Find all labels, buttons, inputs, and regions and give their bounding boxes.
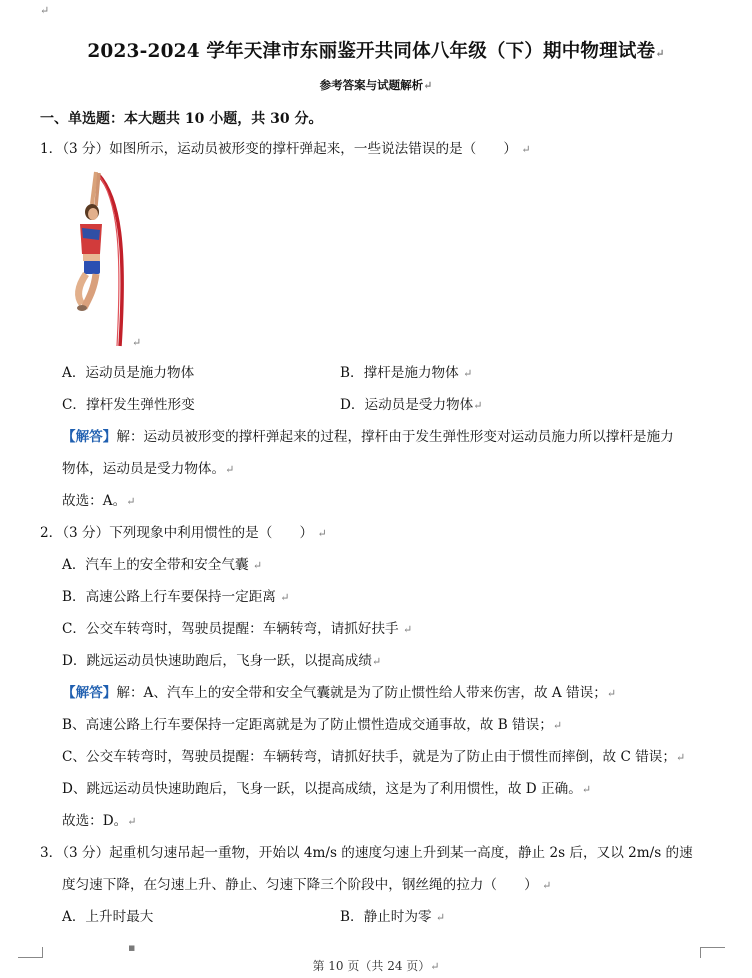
page-footer: 第 10 页（共 24 页）↵ (312, 959, 440, 973)
question-1-choice: 故选：A。↵ (62, 493, 136, 509)
question-2-option-a: A．汽车上的安全带和安全气囊 ↵ (62, 557, 263, 573)
question-3-option-a: A．上升时最大 (62, 909, 154, 925)
question-3-stem-line1: 3．（3 分）起重机匀速吊起一重物，开始以 4m/s 的速度匀速上升到某一高度，静止 2s 后，又以 2m/s 的速 (40, 845, 693, 861)
paragraph-mark: ▪ (128, 941, 136, 954)
question-2-option-c: C．公交车转弯时，驾驶员提醒：车辆转弯，请抓好扶手 ↵ (62, 621, 413, 637)
page-title: 2023-2024 学年天津市东丽鉴开共同体八年级（下）期中物理试卷↵ (87, 41, 665, 62)
question-3-stem-line2: 度匀速下降，在匀速上升、静止、匀速下降三个阶段中，钢丝绳的拉力（ ） ↵ (62, 877, 552, 893)
question-2-answer-line1: 【解答】解：A、汽车上的安全带和安全气囊就是为了防止惯性给人带来伤害，故 A 错误；↵ (62, 685, 617, 701)
question-2-answer-line3: C、公交车转弯时，驾驶员提醒：车辆转弯，请抓好扶手，就是为了防止由于惯性而摔倒，故 C 错误；↵ (62, 749, 686, 765)
page-subtitle: 参考答案与试题解析↵ (319, 78, 433, 92)
question-1-answer-line2: 物体，运动员是受力物体。↵ (62, 461, 235, 477)
question-2-choice: 故选：D。↵ (62, 813, 137, 829)
question-3-option-b: B．静止时为零 ↵ (340, 909, 446, 925)
section-heading: 一、单选题：本大题共 10 小题，共 30 分。 (40, 111, 323, 127)
question-2-option-d: D．跳远运动员快速助跑后，飞身一跃，以提高成绩↵ (62, 653, 382, 669)
question-1-option-a: A．运动员是施力物体 (62, 365, 195, 381)
question-1-option-b: B．撑杆是施力物体 ↵ (340, 365, 473, 381)
question-2-option-b: B．高速公路上行车要保持一定距离 ↵ (62, 589, 290, 605)
question-1-option-d: D．运动员是受力物体↵ (340, 397, 483, 413)
question-2-answer-line4: D、跳远运动员快速助跑后，飞身一跃，以提高成绩，这是为了利用惯性，故 D 正确。↵ (62, 781, 592, 797)
question-2-answer-line2: B、高速公路上行车要保持一定距离就是为了防止惯性造成交通事故，故 B 错误；↵ (62, 717, 563, 733)
question-1-option-c: C．撑杆发生弹性形变 (62, 397, 195, 413)
pole-vault-photo (68, 168, 130, 348)
paragraph-mark: ↵ (40, 4, 50, 17)
question-2-stem: 2．（3 分）下列现象中利用惯性的是（ ） ↵ (40, 525, 327, 541)
question-1-answer-line1: 【解答】解：运动员被形变的撑杆弹起来的过程，撑杆由于发生弹性形变对运动员施力所以撑杆是施力 (62, 429, 674, 445)
question-1-stem: 1．（3 分）如图所示，运动员被形变的撑杆弹起来，一些说法错误的是（ ） ↵ (40, 141, 531, 157)
